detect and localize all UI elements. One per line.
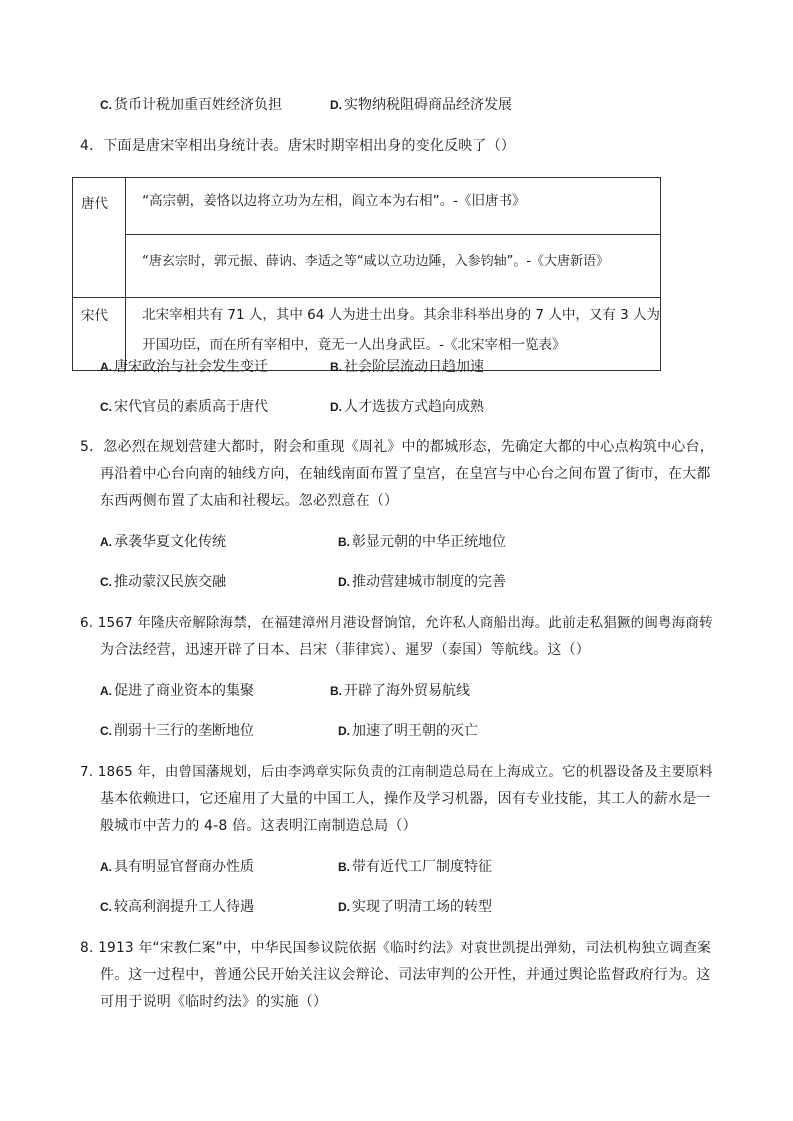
dynasty-label: 宋代 (81, 308, 108, 324)
option-letter: C. (100, 98, 112, 112)
option-letter: A. (100, 860, 112, 874)
option-text: 较高利润提升工人待遇 (114, 899, 254, 915)
option-letter: A. (100, 684, 112, 698)
option-text: 宋代官员的素质高于唐代 (114, 399, 268, 415)
q5-option-a (100, 532, 226, 552)
option-text: 彰显元朝的中华正统地位 (352, 534, 506, 550)
q7-option-a (100, 857, 254, 877)
q4-option-b (330, 357, 484, 377)
dynasty-label: 唐代 (81, 196, 108, 212)
option-text: 带有近代工厂制度特征 (352, 859, 492, 875)
option-text: 削弱十三行的垄断地位 (114, 723, 254, 739)
option-letter: D. (330, 98, 342, 112)
q5-option-d (338, 572, 506, 592)
option-text: 唐宋政治与社会发生变迁 (114, 359, 268, 375)
option-text: 开辟了海外贸易航线 (344, 683, 470, 699)
option-letter: A. (100, 535, 112, 549)
q3-option-c (100, 95, 282, 115)
q4-table (72, 177, 661, 371)
q5-stem-line-1: 5．忽必烈在规划营建大都时，附会和重现《周礼》中的都城形态，先确定大都的中心点构筑中心台， (80, 439, 714, 455)
q6-stem-line-2: 为合法经营，迅速开辟了日本、吕宋（菲律宾）、暹罗（泰国）等航线。这（） (100, 642, 590, 658)
option-text: 社会阶层流动日趋加速 (344, 359, 484, 375)
option-letter: B. (338, 860, 350, 874)
q7-option-c (100, 897, 254, 917)
q3-option-d (330, 95, 512, 115)
option-letter: B. (338, 535, 350, 549)
option-text: 推动蒙汉民族交融 (114, 574, 226, 590)
q6-option-d (338, 721, 478, 741)
option-letter: B. (330, 360, 342, 374)
q7-option-b (338, 857, 492, 877)
option-letter: C. (100, 900, 112, 914)
q6-stem-line-1: 6. 1567 年隆庆帝解除海禁，在福建漳州月港设督饷馆，允许私人商船出海。此前走私猖獗的闽粤海商转 (80, 615, 713, 631)
option-text: 实现了明清工场的转型 (352, 899, 492, 915)
option-text: 实物纳税阻碍商品经济发展 (344, 97, 512, 113)
option-text: 促进了商业资本的集聚 (114, 683, 254, 699)
quote-text: “唐玄宗时，郭元振、薛讷、李适之等“咸以立功边陲，入参钧轴”。-《大唐新语》 (142, 254, 610, 269)
option-text: 货币计税加重百姓经济负担 (114, 97, 282, 113)
song-text-line-2: 开国功臣，而在所有宰相中，竟无一人出身武臣。-《北宋宰相一览表》 (142, 337, 566, 353)
option-letter: C. (100, 400, 112, 414)
q4-option-c (100, 397, 268, 417)
q7-stem-line-1: 7. 1865 年，由曾国藩规划，后由李鸿章实际负责的江南制造总局在上海成立。它的机器设备及主要原料 (80, 764, 713, 780)
q4-option-a (100, 357, 268, 377)
q6-option-a (100, 681, 254, 701)
option-letter: D. (338, 724, 350, 738)
q6-option-b (330, 681, 470, 701)
q7-stem-line-2: 基本依赖进口，它还雇用了大量的中国工人，操作及学习机器，因有专业技能，其工人的薪水是一 (100, 791, 711, 807)
option-letter: D. (330, 400, 342, 414)
q5-option-b (338, 532, 506, 552)
song-text-line-1: 北宋宰相共有 71 人，其中 64 人为进士出身。其余非科举出身的 7 人中，又有 3 人为 (142, 307, 660, 323)
q8-stem-line-2: 件。这一过程中，普通公民开始关注议会辩论、司法审判的公开性，并通过舆论监督政府行为。这 (100, 967, 711, 983)
table-cell-tang-quote-1 (126, 178, 661, 235)
q5-option-c (100, 572, 226, 592)
q7-option-d (338, 897, 492, 917)
q5-stem-line-2: 再沿着中心台向南的轴线方向，在轴线南面布置了皇宫，在皇宫与中心台之间布置了街市，在大都 (100, 466, 711, 482)
q4-option-d (330, 397, 484, 417)
option-text: 加速了明王朝的灭亡 (352, 723, 478, 739)
option-letter: B. (330, 684, 342, 698)
q8-stem-line-3: 可用于说明《临时约法》的实施（） (100, 994, 328, 1010)
q8-stem-line-1: 8. 1913 年“宋教仁案”中，中华民国参议院依据《临时约法》对袁世凯提出弹劾，司法机构独立调查案 (80, 940, 712, 956)
option-letter: D. (338, 575, 350, 589)
q6-option-c (100, 721, 254, 741)
option-letter: C. (100, 724, 112, 738)
table-cell-tang-quote-2 (126, 235, 661, 298)
q7-stem-line-3: 般城市中苦力的 4-8 倍。这表明江南制造总局（） (100, 818, 417, 834)
option-letter: D. (338, 900, 350, 914)
option-text: 人才选拔方式趋向成熟 (344, 399, 484, 415)
option-text: 推动营建城市制度的完善 (352, 574, 506, 590)
option-letter: A. (100, 360, 112, 374)
q5-stem-line-3: 东西两侧布置了太庙和社稷坛。忽必烈意在（） (100, 493, 399, 509)
quote-text: “高宗朝，姜恪以边将立功为左相，阎立本为右相”。-《旧唐书》 (142, 193, 526, 209)
option-letter: C. (100, 575, 112, 589)
option-text: 具有明显官督商办性质 (114, 859, 254, 875)
table-cell-tang-label (73, 178, 126, 298)
option-text: 承袭华夏文化传统 (114, 534, 226, 550)
q4-stem: 4．下面是唐宋宰相出身统计表。唐宋时期宰相出身的变化反映了（） (80, 138, 516, 154)
